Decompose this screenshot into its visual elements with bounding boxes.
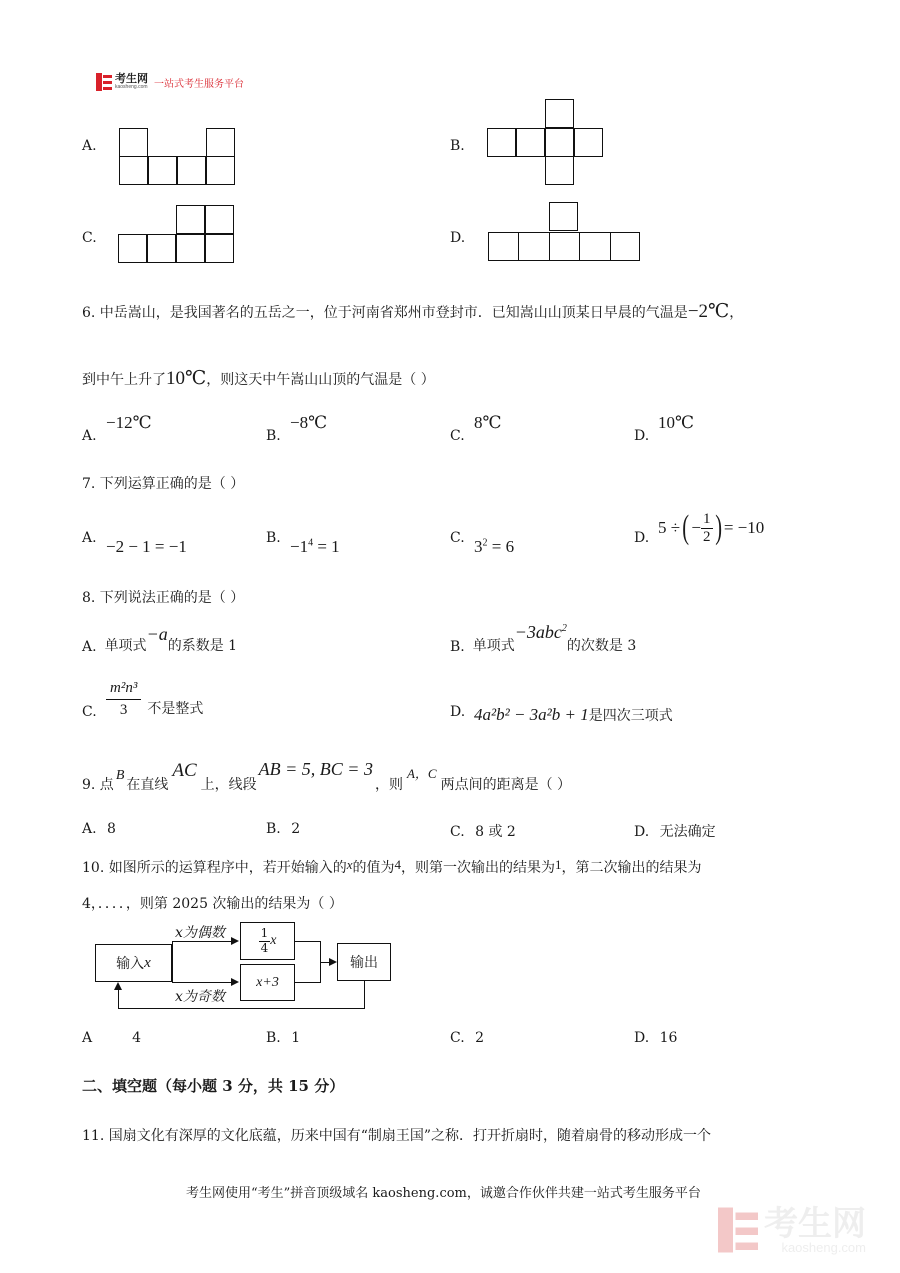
q11-stem: 11. 国扇文化有深厚的文化底蕴，历来中国有“制扇王国”之称．打开折扇时，随着扇骨的移动形成一个 [82, 1128, 712, 1144]
q7-option-c-label: C. [450, 530, 465, 546]
q6-stem-line2: 到中午上升了10℃，则这天中午嵩山山顶的气温是（ ） [82, 368, 435, 389]
q10-stem-line1: 10. 如图所示的运算程序中，若开始输入的x的值为4，则第一次输出的结果为1，第二次输出的结果为 [82, 857, 702, 876]
q7-option-b-label: B. [266, 530, 281, 546]
logo-text: 考生网 [115, 73, 148, 85]
q7-option-a-label: A. [82, 530, 97, 546]
q6-stem-line1: 6. 中岳嵩山，是我国著名的五岳之一，位于河南省郑州市登封市．已知嵩山山顶某日早晨的气温是−2℃， [82, 301, 744, 322]
q9-option-b: B. 2 [266, 821, 301, 837]
q8-option-c: $\frac{\text{m²n³}}{3}$ 不是整式 [106, 680, 203, 718]
flow-input-box: 输入 x [95, 944, 172, 982]
header-slogan: 一站式考生服务平台 [154, 78, 244, 90]
q9-option-a: A. 8 [82, 821, 116, 837]
q8-option-b: B. 单项式 −3abc$^2$ 的次数是 3 [450, 622, 637, 655]
q10-option-a: A 4 [82, 1030, 142, 1046]
q6-option-c: 8℃ [474, 413, 502, 432]
q5-option-c-label: C. [82, 230, 97, 246]
q6-option-a: −12℃ [106, 413, 152, 432]
q6-option-c-label: C. [450, 428, 465, 444]
q6-option-a-label: A. [82, 428, 97, 444]
q9-stem: 9. 点 B 在直线 AC 上，线段 AB = 5, BC = 3 ，则 A，C 两点间的距离是（ ） [82, 759, 572, 793]
q9-option-d: D. 无法确定 [634, 824, 716, 840]
watermark-sub: kaosheng.com [781, 1239, 866, 1255]
q8-option-d: 4a²b² − 3a²b + 1 是四次三项式 [474, 705, 673, 724]
q9-option-c: C. 8 或 2 [450, 824, 516, 840]
q6-temp-morning: −2℃ [687, 301, 730, 322]
q7-option-a: −2 − 1 = −1 [106, 537, 187, 556]
watermark-logo-icon [718, 1205, 758, 1255]
q10-option-b: B. 1 [266, 1030, 301, 1046]
flow-even-label: x为偶数 [175, 925, 225, 941]
watermark-logo [718, 1205, 866, 1255]
q6-option-d-label: D. [634, 428, 650, 444]
q10-stem-line2: 4，．．．．，则第 2025 次输出的结果为（ ） [82, 896, 343, 912]
flow-odd-label: x为奇数 [175, 989, 225, 1005]
q10-option-c: C. 2 [450, 1030, 485, 1046]
watermark-text: 考生网 [764, 1203, 866, 1244]
q6-temp-rise: 10℃ [166, 368, 207, 389]
q8-option-c-label: C. [82, 704, 97, 720]
q7-option-b: $-1^4 = 1$ [290, 537, 340, 556]
q7-stem: 7. 下列运算正确的是（ ） [82, 476, 245, 492]
q8-option-d-label: D. [450, 704, 466, 720]
q5-option-a-label: A. [82, 138, 97, 154]
kaosheng-logo-icon [96, 73, 112, 91]
q6-option-d: 10℃ [658, 413, 695, 432]
flow-output-box: 输出 [337, 943, 391, 981]
logo-sub: kaosheng.com [115, 84, 148, 90]
q7-option-c: $3^2 = 6$ [474, 537, 515, 556]
q8-stem: 8. 下列说法正确的是（ ） [82, 590, 245, 606]
q5-option-d-label: D. [450, 230, 466, 246]
q6-option-b: −8℃ [290, 413, 328, 432]
q5-option-b-label: B. [450, 138, 465, 154]
q8-option-a: A. 单项式 −a 的系数是 1 [82, 624, 238, 655]
q10-option-d: D. 16 [634, 1030, 678, 1046]
q6-option-b-label: B. [266, 428, 281, 444]
q7-option-d: 5 ÷ ( − $\frac{1}{2}$ ) = −10 [658, 509, 765, 546]
header-logo [96, 72, 244, 92]
flow-plus3-box: x+3 [240, 964, 295, 1001]
footer-text: 考生网使用“考生”拼音顶级域名 kaosheng.com，诚邀合作伙伴共建一站式考生服务平台 [186, 1186, 701, 1201]
section2-title: 二、填空题（每小题 3 分，共 15 分） [82, 1077, 345, 1095]
flow-quarter-box: $\frac{1}{4}$ x [240, 922, 295, 960]
q7-option-d-label: D. [634, 530, 650, 546]
